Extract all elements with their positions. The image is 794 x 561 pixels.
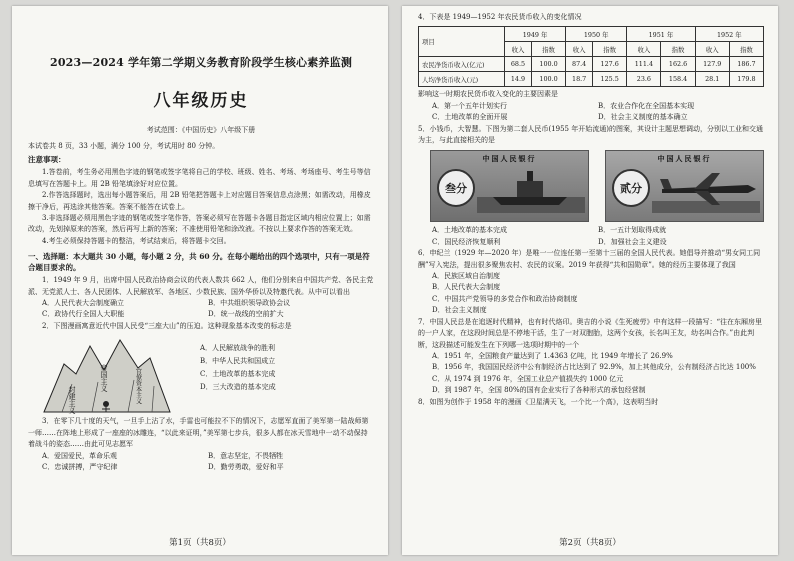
q7-option-c: C．从 1974 到 1976 年，全国工业总产值损失约 1000 亿元 xyxy=(432,374,624,383)
table-cell: 111.4 xyxy=(627,57,661,72)
row-label: 农民净货币收入(亿元) xyxy=(419,57,505,72)
table-cell: 28.1 xyxy=(695,72,729,87)
q4-option-a: A．第一个五年计划实行 xyxy=(432,101,508,110)
table-cell: 14.9 xyxy=(505,72,532,87)
question-6: 6．申纪兰（1929 年—2020 年）是唯一一位连任第一至第十三届的全国人民代表。她倡导并推动“男女同工同酬”写入宪法，提出很多聚焦农村、农民的议案。2019 年获得“共和国勋章”。她的经历主要体现了我国 xyxy=(418,249,761,269)
q7-option-b: B．1956 年，我国国民经济中公有制经济占比达到了 92.9%，加上其他成分，公有制经济占比达 100% xyxy=(432,363,756,372)
page-2-footer: 第2页（共8页） xyxy=(559,538,621,548)
table-year-1952: 1952 年 xyxy=(695,27,763,42)
mountain-label-feudalism: 封建主义 xyxy=(68,386,76,415)
notice-4: 4.考生必须保持答题卡的整洁，考试结束后，将答题卡交回。 xyxy=(42,236,231,245)
q2-option-c: C．土地改革的基本完成 xyxy=(200,370,276,379)
q5-option-c: C．国民经济恢复顺利 xyxy=(432,237,501,246)
q6-option-d: D．社会主义制度 xyxy=(432,306,487,315)
q1-option-a: A．人民代表大会制度确立 xyxy=(42,299,125,308)
subhead-index: 指数 xyxy=(531,42,565,57)
question-2-figure xyxy=(28,334,374,416)
q3-option-c: C．忠诚拼搏，严守纪律 xyxy=(42,462,118,471)
question-1-options xyxy=(28,298,374,321)
three-mountains-cartoon xyxy=(42,334,172,414)
page-2 xyxy=(402,6,778,555)
q2-option-a: A．人民解放战争的胜利 xyxy=(200,344,276,353)
table-cell: 127.6 xyxy=(593,57,627,72)
question-5-options xyxy=(418,225,764,248)
table-cell: 186.7 xyxy=(729,57,763,72)
q5-option-d: D．加强社会主义建设 xyxy=(598,237,667,246)
q4-option-b: B．农业合作化在全国基本实现 xyxy=(598,101,695,110)
question-2-options xyxy=(200,342,276,394)
q1-option-d: D．统一战线的空前扩大 xyxy=(208,310,284,319)
notice-2: 2.作答选择题时，选出每小题答案后，用 2B 铅笔把答题卡上对应题目答案信息点涂黑；如需改动，用橡皮擦干净后，再选涂其他答案。答案不能答在试卷上。 xyxy=(28,191,371,211)
q3-option-d: D．勤劳勇敢，爱好和平 xyxy=(208,462,284,471)
ship-illustration-icon xyxy=(477,167,585,213)
question-7: 7．中国人民总是在追逐时代精神，也有时代烙印。奥吉的小说《生死疲劳》中有这样一段描写：“往在东厢房里的一户人家，在这段时间总是不停地干活，生了一对双胞胎，这两个女孩，长名叫王友，幼名叫合作。”由此判断，这段描述可能发生在下列哪一选项时期中的一个 xyxy=(418,317,763,349)
banknote-figure xyxy=(430,150,764,222)
subject-title: 八年级历史 xyxy=(153,91,249,111)
table-cell: 18.7 xyxy=(566,72,593,87)
q1-option-c: C．政协代行全国人大职能 xyxy=(42,310,125,319)
table-header-item: 项目 xyxy=(419,27,505,57)
notice-3: 3.非选择题必须用黑色字迹的钢笔或签字笔作答，答案必须写在答题卡各题目指定区域内相应位置上；如需改动，先划掉原来的答案，然后再写上新的答案；不准使用铅笔和涂改液。不按以上要求作答的答案无效。 xyxy=(28,214,371,234)
row-label: 人均净货币收入(元) xyxy=(419,72,505,87)
table-cell: 100.0 xyxy=(531,72,565,87)
banknote-2-fen xyxy=(605,150,764,222)
question-4: 4．下表是 1949—1952 年农民货币收入的变化情况 xyxy=(418,13,582,21)
question-4-options xyxy=(418,101,764,124)
table-year-1950: 1950 年 xyxy=(566,27,627,42)
question-7-options xyxy=(418,351,764,397)
table-cell: 87.4 xyxy=(566,57,593,72)
question-5: 5．小钱币，大智慧。下图为第二套人民币(1955 年开始流通)的图案，其设计主题思想调动，分别以工业和交通为主，与此直接相关的是 xyxy=(418,124,763,145)
subhead-index: 指数 xyxy=(729,42,763,57)
subhead-income: 收入 xyxy=(505,42,532,57)
note-value: 叁分 xyxy=(437,169,475,207)
exam-scope: 考试范围：《中国历史》八年级下册 xyxy=(146,126,256,134)
question-6-options xyxy=(418,271,764,317)
question-1: 1．1949 年 9 月，出席中国人民政治协商会议的代表人数共 662 人，他们分别来自中国共产党、各民主党派、无党派人士、各人民团体、人民解放军、各地区、少数民族、国外华侨以及特邀代表。从中可以看出 xyxy=(28,276,374,296)
table-cell: 179.8 xyxy=(729,72,763,87)
q2-option-b: B．中华人民共和国成立 xyxy=(200,357,276,366)
table-row xyxy=(419,57,764,72)
q4-option-c: C．土地改革的全面开展 xyxy=(432,113,508,122)
question-3: 3．在零下几十度的天气，一旦手上沾了水，手雷也可能拉不下的情况下，志愿军直面了美军第一陆战师第一师……在阵地上形成了一座座的冰雕连，“以此来证明，”美军第七步兵，很多人都在冰天雪地中一动不动保持着战斗的姿态……由此可见志愿军 xyxy=(28,417,369,449)
subhead-index: 指数 xyxy=(661,42,695,57)
note-value: 贰分 xyxy=(612,169,650,207)
q7-option-d: D．到 1987 年，全国 80%的国有企业实行了各种形式的承包经营制 xyxy=(432,386,646,395)
notice-heading: 注意事项： xyxy=(28,155,66,165)
table-row xyxy=(419,72,764,87)
table-cell: 100.0 xyxy=(531,57,565,72)
question-8: 8．如图为创作于 1958 年的漫画《卫星满天飞，一个比一个高》，这表明当时 xyxy=(418,397,659,406)
table-cell: 125.5 xyxy=(593,72,627,87)
q7-option-a: A．1951 年，全国粮食产量达到了 1.4363 亿吨，比 1949 年增长了 26.9% xyxy=(432,351,673,360)
q3-option-b: B．意志坚定，不畏牺牲 xyxy=(208,451,284,460)
banknote-3-fen xyxy=(430,150,589,222)
subhead-income: 收入 xyxy=(695,42,729,57)
mountain-label-imperialism: 帝国主义 xyxy=(100,364,108,393)
subhead-index: 指数 xyxy=(593,42,627,57)
q4-option-d: D．社会主义制度的基本确立 xyxy=(598,113,688,122)
note-header: 中国人民银行 xyxy=(482,154,537,164)
subhead-income: 收入 xyxy=(627,42,661,57)
airplane-illustration-icon xyxy=(652,167,760,213)
q6-option-b: B．人民代表大会制度 xyxy=(432,283,501,292)
table-cell: 127.9 xyxy=(695,57,729,72)
exam-title: 2023—2024 学年第二学期义务教育阶段学生核心素养监测 xyxy=(49,56,353,69)
q3-option-a: A．爱国爱民，革命乐观 xyxy=(42,451,118,460)
note-header: 中国人民银行 xyxy=(657,154,712,164)
income-table xyxy=(418,26,764,87)
table-year-1951: 1951 年 xyxy=(627,27,695,42)
mountain-label-bureaucrat-capitalism: 官僚资本主义 xyxy=(134,368,142,405)
notice-1: 1.答卷前，考生务必用黑色字迹的钢笔或签字笔将自己的学校、班级、姓名、考场、考场座号、考生号等信息填写在答题卡上。用 2B 铅笔填涂好对应位置。 xyxy=(28,168,371,188)
table-cell: 68.5 xyxy=(505,57,532,72)
table-cell: 23.6 xyxy=(627,72,661,87)
question-4-prompt: 影响这一时期农民货币收入变化的主要因素是 xyxy=(418,90,558,99)
section-heading: 一、选择题：本大题共 30 小题，每小题 2 分，共 60 分。在每小题给出的四个选项中，只有一项是符合题目要求的。 xyxy=(28,252,370,273)
table-cell: 162.6 xyxy=(661,57,695,72)
q6-option-c: C．中国共产党领导的多党合作和政治协商制度 xyxy=(432,294,578,303)
table-cell: 158.4 xyxy=(661,72,695,87)
q5-option-b: B．一五计划取得成就 xyxy=(598,226,667,235)
table-year-1949: 1949 年 xyxy=(505,27,566,42)
question-3-options xyxy=(28,451,374,474)
subhead-income: 收入 xyxy=(566,42,593,57)
q1-option-b: B．中共组织领导政协会议 xyxy=(208,299,291,308)
exam-info: 本试卷共 8 页，33 小题，满分 100 分，考试用时 80 分钟。 xyxy=(28,142,220,150)
q2-option-d: D．三大改造的基本完成 xyxy=(200,383,276,392)
q5-option-a: A．土地改革的基本完成 xyxy=(432,226,508,235)
page-1 xyxy=(12,6,388,555)
page-1-footer: 第1页（共8页） xyxy=(169,538,231,548)
question-2: 2．下图漫画寓意近代中国人民受“三座大山”的压迫。这种现象基本改变的标志是 xyxy=(42,321,292,330)
q6-option-a: A．民族区域自治制度 xyxy=(432,272,501,281)
